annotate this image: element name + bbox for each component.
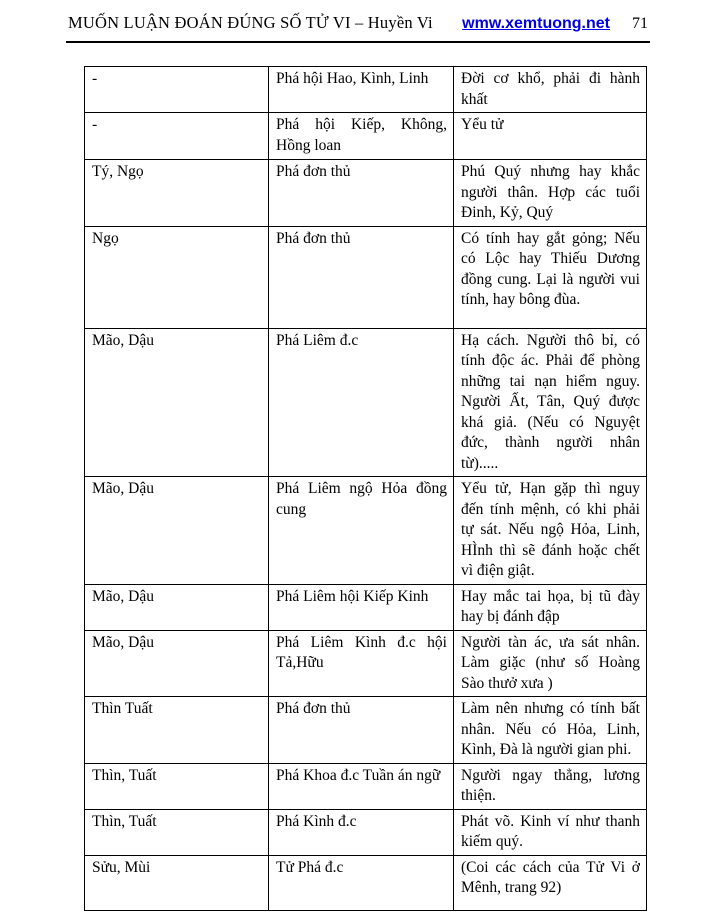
page-number: 71 [632, 15, 648, 32]
table-row [85, 477, 647, 585]
page-title: MUỐN LUẬN ĐOÁN ĐÚNG SỐ TỬ VI – Huyền Vi [68, 13, 433, 32]
cell-interpretation: Yểu tử [454, 113, 647, 160]
header-divider-rule [66, 41, 650, 43]
table-row [85, 855, 647, 910]
cell-position: - [85, 67, 269, 113]
table-row [85, 630, 647, 697]
cell-interpretation: Có tính hay gắt gỏng; Nếu có Lộc hay Thiếu Dương đồng cung. Lại là người vui tính, hay bông đùa. [454, 226, 647, 328]
site-url-link[interactable]: wmw.xemtuong.net [462, 15, 610, 32]
cell-combination: Phá Khoa đ.c Tuần án ngữ [269, 763, 454, 809]
table-row [85, 67, 647, 113]
cell-interpretation: (Coi các cách của Tử Vi ở Mênh, trang 92) [454, 855, 647, 910]
table-row [85, 226, 647, 328]
cell-combination: Phá hội Hao, Kình, Linh [269, 67, 454, 113]
table-row [85, 809, 647, 855]
table-row [85, 328, 647, 477]
interpretation-table [84, 66, 647, 911]
cell-position: Mão, Dậu [85, 584, 269, 630]
cell-position: Thìn, Tuất [85, 809, 269, 855]
cell-position: Ngọ [85, 226, 269, 328]
cell-combination: Phá Liêm đ.c [269, 328, 454, 477]
cell-interpretation: Người ngay thẳng, lương thiện. [454, 763, 647, 809]
cell-combination: Phá Kình đ.c [269, 809, 454, 855]
cell-position: Sửu, Mùi [85, 855, 269, 910]
table-row [85, 697, 647, 764]
cell-combination: Phá Liêm Kình đ.c hội Tả,Hữu [269, 630, 454, 697]
cell-interpretation: Đời cơ khổ, phải đi hành khất [454, 67, 647, 113]
cell-combination: Phá Liêm hội Kiếp Kinh [269, 584, 454, 630]
table-row [85, 763, 647, 809]
cell-combination: Tử Phá đ.c [269, 855, 454, 910]
page-header [66, 13, 650, 41]
cell-interpretation: Hạ cách. Người thô bỉ, có tính độc ác. Phải để phòng những tai nạn hiểm nguy. Người Ất, Tân, Quý được khá giả. (Nếu có Nguyệt đức, thành người nhân từ)..... [454, 328, 647, 477]
cell-position: Thìn Tuất [85, 697, 269, 764]
cell-combination: Phá đơn thủ [269, 697, 454, 764]
cell-position: Thìn, Tuất [85, 763, 269, 809]
cell-position: Mão, Dậu [85, 477, 269, 585]
cell-interpretation: Làm nên nhưng có tính bất nhân. Nếu có Hỏa, Linh, Kình, Đà là người gian phi. [454, 697, 647, 764]
cell-position: Tý, Ngọ [85, 160, 269, 227]
table-row [85, 113, 647, 160]
cell-combination: Phá đơn thủ [269, 226, 454, 328]
header-right-group [462, 15, 648, 33]
page-content [66, 0, 650, 911]
cell-interpretation: Yểu tử, Hạn gặp thì nguy đến tính mệnh, có khi phải tự sát. Nếu ngộ Hỏa, Linh, HÌnh thì sẽ đánh hoặc chết vì điện giật. [454, 477, 647, 585]
table-row [85, 160, 647, 227]
cell-interpretation: Hay mắc tai họa, bị tũ đày hay bị đánh đập [454, 584, 647, 630]
table-row [85, 584, 647, 630]
cell-combination: Phá Liêm ngộ Hỏa đồng cung [269, 477, 454, 585]
cell-interpretation: Phát võ. Kinh ví như thanh kiếm quý. [454, 809, 647, 855]
cell-combination: Phá đơn thủ [269, 160, 454, 227]
cell-position: Mão, Dậu [85, 630, 269, 697]
cell-interpretation: Phú Quý nhưng hay khắc người thân. Hợp các tuổi Đinh, Kỷ, Quý [454, 160, 647, 227]
cell-combination: Phá hội Kiếp, Không, Hồng loan [269, 113, 454, 160]
cell-position: - [85, 113, 269, 160]
cell-position: Mão, Dậu [85, 328, 269, 477]
cell-interpretation: Người tàn ác, ưa sát nhân. Làm giặc (như số Hoàng Sào thưở xưa ) [454, 630, 647, 697]
